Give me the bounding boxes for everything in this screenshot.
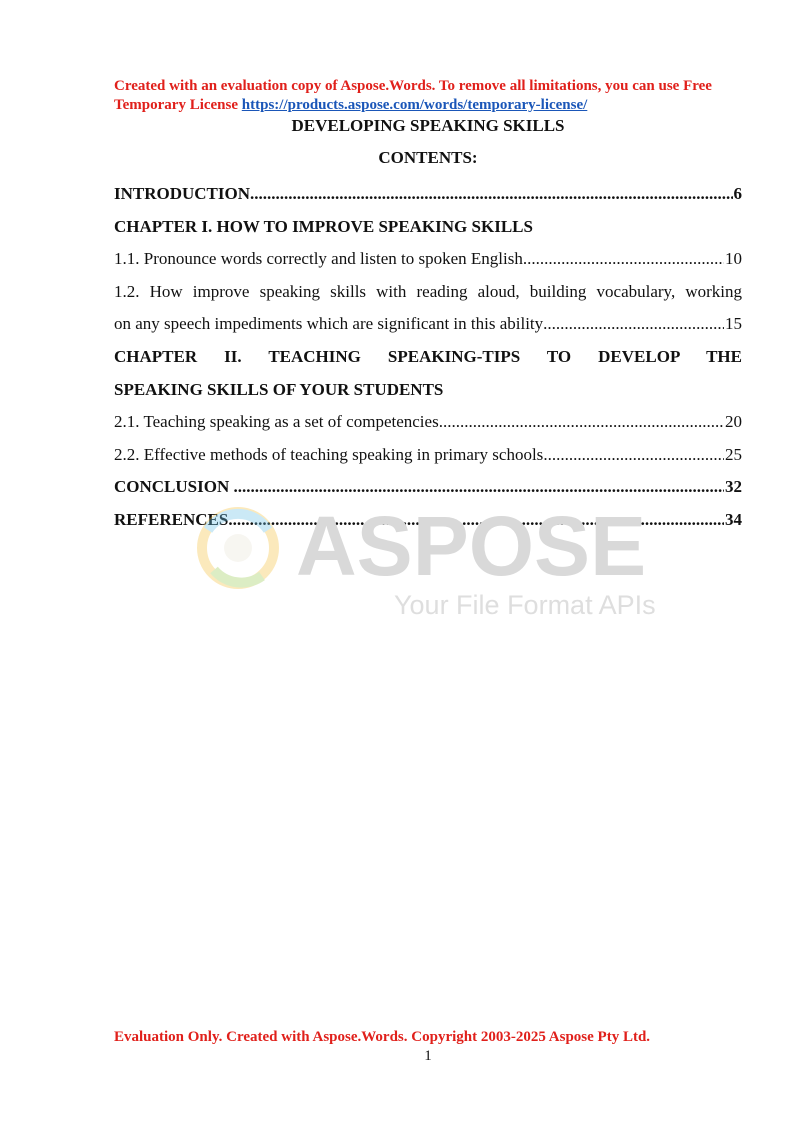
toc-entry-2-2[interactable] bbox=[114, 439, 742, 472]
dot-leader bbox=[523, 243, 724, 276]
table-of-contents bbox=[114, 178, 742, 537]
evaluation-notice bbox=[114, 77, 754, 115]
dot-leader bbox=[543, 439, 724, 472]
watermark-brand: ASPOSE bbox=[296, 500, 647, 593]
toc-entry-references[interactable] bbox=[114, 504, 742, 537]
toc-chapter-2-line1[interactable]: CHAPTER II. TEACHING SPEAKING-TIPS TO DEVELOP THE bbox=[114, 346, 742, 366]
toc-chapter-2-line2[interactable]: SPEAKING SKILLS OF YOUR STUDENTS bbox=[114, 379, 444, 399]
toc-entry-conclusion[interactable] bbox=[114, 471, 742, 504]
toc-entry-label: CONCLUSION bbox=[114, 477, 234, 497]
evaluation-footer-notice: Evaluation Only. Created with Aspose.Words. Copyright 2003-2025 Aspose Pty Ltd. bbox=[114, 1029, 651, 1045]
page-number: 1 bbox=[424, 1048, 432, 1064]
toc-entry-label: 2.2. Effective methods of teaching speaking in primary schools bbox=[114, 444, 544, 464]
toc-entry-label: 2.1. Teaching speaking as a set of competencies bbox=[114, 412, 439, 432]
toc-entry-2-1[interactable] bbox=[114, 406, 742, 439]
toc-page-number: 15 bbox=[725, 314, 742, 334]
toc-entry-1-1[interactable] bbox=[114, 243, 742, 276]
dot-leader bbox=[250, 178, 732, 211]
temporary-license-link[interactable]: https://products.aspose.com/words/temporary-license/ bbox=[241, 97, 588, 113]
toc-entry-1-2-line1[interactable]: 1.2. How improve speaking skills with reading aloud, building vocabulary, working bbox=[114, 281, 742, 301]
toc-chapter-1[interactable]: CHAPTER I. HOW TO IMPROVE SPEAKING SKILLS bbox=[114, 216, 533, 236]
toc-entry-label: INTRODUCTION bbox=[114, 184, 251, 203]
toc-page-number: 20 bbox=[725, 412, 742, 432]
toc-entry-label: 1.1. Pronounce words correctly and listen to spoken English bbox=[114, 249, 523, 269]
dot-leader bbox=[439, 406, 724, 439]
document-title: DEVELOPING SPEAKING SKILLS bbox=[291, 116, 565, 135]
toc-entry-label: on any speech impediments which are significant in this ability bbox=[114, 314, 544, 334]
evaluation-notice-text: Created with an evaluation copy of Aspose.Words. To remove all limitations, you can use Free Temporary License bbox=[114, 78, 712, 113]
watermark-tagline: Your File Format APIs bbox=[394, 590, 656, 620]
toc-entry-1-2-line2[interactable] bbox=[114, 308, 742, 341]
toc-page-number: 6 bbox=[733, 184, 742, 203]
toc-entry-introduction[interactable] bbox=[114, 178, 742, 211]
dot-leader bbox=[228, 504, 724, 537]
toc-page-number: 34 bbox=[725, 509, 742, 529]
toc-page-number: 10 bbox=[725, 249, 742, 269]
dot-leader bbox=[234, 471, 725, 504]
toc-page-number: 32 bbox=[725, 477, 742, 497]
contents-heading: CONTENTS: bbox=[378, 148, 478, 167]
dot-leader bbox=[543, 308, 724, 341]
toc-entry-label: REFERENCES bbox=[114, 509, 229, 529]
toc-page-number: 25 bbox=[725, 444, 742, 464]
